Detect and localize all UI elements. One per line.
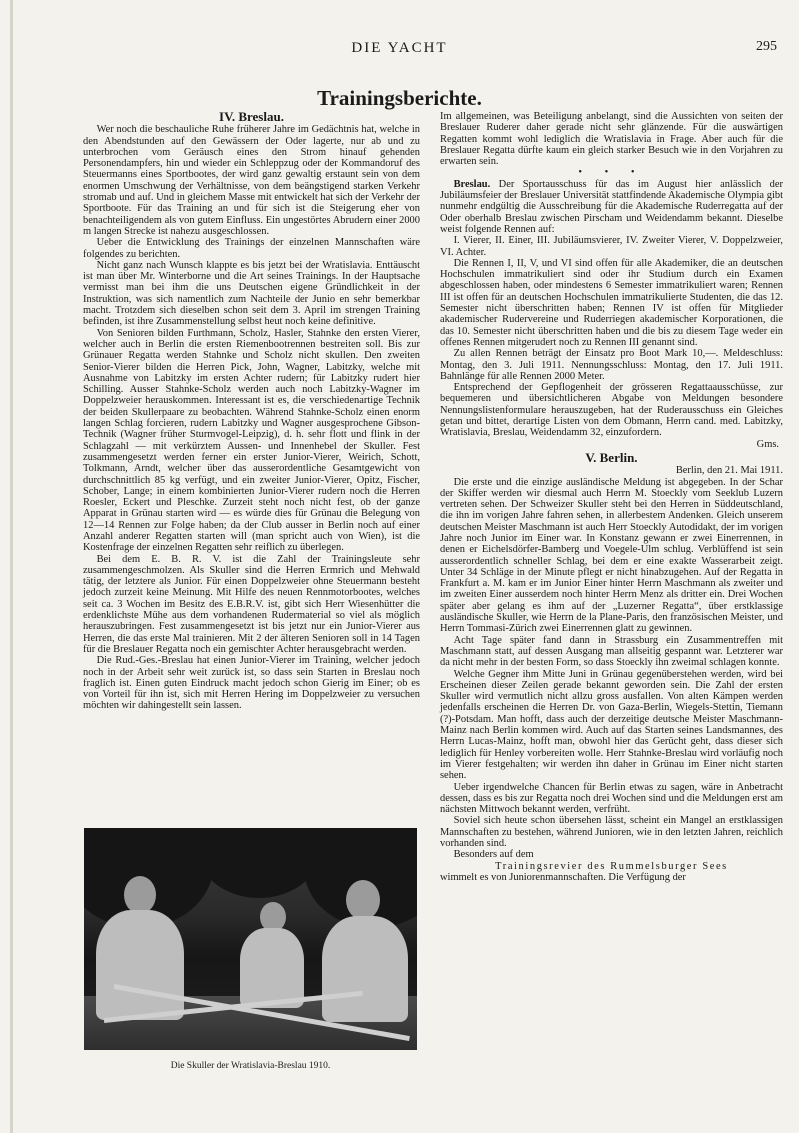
body-paragraph: Besonders auf dem bbox=[453, 849, 534, 861]
article-title: Trainingsberichte. bbox=[317, 86, 482, 110]
notice-lead: Breslau. bbox=[453, 178, 491, 190]
page-number: 295 bbox=[756, 39, 777, 54]
section-heading-berlin: V. Berlin. bbox=[585, 449, 638, 465]
body-paragraph: Acht Tage später fand dann in Strassburg ein Zusammentreffen mit Maschmann statt, auf dessen Ausgang man allseitig gespannt war. Letzterer war da nicht mehr in der besten Form, so dass Stoeckly ihn zweimal schlagen konnte. bbox=[440, 634, 783, 669]
races-list: I. Vierer, II. Einer, III. Jubiläumsvierer, IV. Zweiter Vierer, V. Doppelzweier, VI. Achter. bbox=[440, 235, 783, 258]
body-paragraph: Wer noch die beschauliche Ruhe früherer Jahre im Gedächtnis hat, welche in den Abendstunden auf den Gewässern der Oder lagerte, nur ab und zu unterbrochen vom Geräusch eines den Strom hinauf gehenden Personendampfers, hin und wieder ein Schleppzug oder der Kommandoruf des Steuermanns eines Sportbootes, der wird ganz gewaltig erstaunt sein von dem enormen Umschwung der Verhältnisse, von dem beängstigend starken Verkehr stromab und auf. Und in gleichem Masse mit entwickelt hat sich der Verkehr der Sportboote. Für das Training an und für sich ist die Steigerung eher von benachteiligendem als von gutem Einfluss. Ein ungestörtes Abrudern einer 2000 m langen Strecke ist nahezu ausgeschlossen. bbox=[83, 124, 420, 237]
body-paragraph: Soviel sich heute schon übersehen lässt, scheint ein Mangel an erstklassigen Mannschaften zu bestehen, während Junioren, wie in den letzten Jahren, reichlich vorhanden sind. bbox=[440, 815, 783, 849]
body-paragraph: Die erste und die einzige ausländische Meldung ist abgegeben. In der Schar der Skiffer werden wir diesmal auch Herrn M. Stoeckly vom Seeklub Luzern vertreten sehen. Der Schweizer Skuller steht bei den Herren in Süddeutschland, die ihn im vorigen Jahre fahren sehen, in allerbestem Andenken. Gleich unserem deutschen Meister Maschmann ist auch Herr Stoeckly Autodidakt, der im vorigen Jahre noch Junior im Einer war. In Konstanz gewann er zwei Einerrennen, in denen er Eichelsdörfer-Bamberg und Voegele-Ulm schlug. Verblüffend ist sein ausserordentlich schneller Schlag, bei dem er eine exakte Wasserarbeit zeigt. Unter 34 Schläge in der Minute pflegt er nicht hinabzugehen. Auf der Regatta in Frankfurt a. M. kam er im Junior Einer hinter Herrn Maschmann als zweiter und im zweiten Einer ausserdem noch hinter Herrn Menz als dritter ein. Drei Wochen später aber gelang es ihm auf der „Luzerner Regatta“, über erstklassige ausländische Skuller, wie Herrn de la Plane-Paris, den französischen Meister, und Herrn Tommasi-Zürich zwei Einerrennen glatt zu gewinnen. bbox=[440, 476, 783, 635]
body-paragraph: Welche Gegner ihm Mitte Juni in Grünau gegenüberstehen werden, wird bei Erscheinen dieser Zeilen gerade bekannt geworden sein. Die Zahl der ersten Skuller wird vermutlich nicht allzu gross ausfallen. Von alten Kämpen werden jedenfalls erscheinen die Herren Dr. von Gaza-Berlin, Wiegels-Stettin, Tiemann (?)-Potsdam. Man hofft, dass auch der derzeitige deutsche Meister Maschmann-Mainz nach Berlin kommen wird. Auch auf das Starten seines Landsmannes, des Herrn Lucas-Mainz, hofft man, obwohl hier das Gerücht geht, dass dieser sich lediglich für Henley vorbereiten wolle. Herr Stahnke-Breslau wird vorläufig noch im Vierer festgehalten; wir werden ihn daher in Grünau im Einer nicht starten sehen. bbox=[440, 668, 783, 782]
separator-asterisks: • • • bbox=[578, 167, 645, 179]
section-heading-breslau: IV. Breslau. bbox=[219, 109, 284, 124]
notice-text: Der Sportausschuss für das im August hier anlässlich der Jubiläumsfeier der Breslauer Universität stattfindende Akademische Olympia gibt nunmehr endgültig die Ausschreibung für die Akademische Ruderregatta auf der Oder oberhalb Breslau zwischen Pirscham und Weidendamm bekannt. Dieselbe weist folgende Rennen auf: bbox=[440, 178, 783, 235]
body-paragraph: Entsprechend der Gepflogenheit der grösseren Regattaausschüsse, zur bequemeren und übersichtlicheren Abgabe von Meldungen besondere Nennungslistenformulare herauszugeben, hat der Ruderausschuss ein Gleiches getan und bittet, derartige Listen von dem Obmann, Herrn cand. med. Labitzky, Wratislavia, Breslau, Weidendamm 32, einzufordern. bbox=[440, 382, 783, 439]
body-paragraph: Von Senioren bilden Furthmann, Scholz, Hasler, Stahnke den ersten Vierer, welcher auch in Berlin die ersten Riemenbootrennen bestreiten soll. Bis zur Grünauer Regatta werden Stahnke und Scholz nicht skullen. Den zweiten Senior-Vierer bilden die Herren Pick, John, Wagner, Labitzky, welche mit Ausnahme von Labitzky im ersten Achter rudern; für Labitzky rudert hier Schilling. Ausser Stahnke-Scholz werden auch noch Labitzky-Wagner im Doppelzweier herauskommen. Interessant ist es, die verschiedenartige Technik der beiden Skullerpaare zu beobachten. Während Stahnke-Scholz einen enorm langen Schlag forcieren, rudern Labitzky und Wagner ausgesprochene Gibson-Technik (Wagner früher Sturmvogel-Leipzig), d. h. sehr flott und flink in der Schlagzahl — mit verkürztem Aussen- und Innenhebel der Skuller. Fest zusammengesetzt werden ferner ein erster Junior-Vierer, Weirich, Schott, Tolkmann, Arndt, welcher über das ausserordentliche Gesamtgewicht von durchschnittlich 85 kg verfügt, und ein zweiter Junior-Vierer, Opitz, Fischer, Schober, Lange; in einem kombinierten Junior-Vierer rudern noch die Herren Roesler, Eckert und Pleschke. Zurzeit steht noch nicht fest, ob der ganze Apparat in Grünau starten wird — es würde dies für Grünau die Belegung von 12—14 Rennen zur Folge haben; da der Club ausser in Berlin noch auf einer Anzahl anderer Regatten starten will (man spricht auch von Wien), ist die Kostenfrage der einzelnen Regatten sehr reiflich zu überlegen. bbox=[83, 327, 420, 554]
body-paragraph: Bei dem E. B. R. V. ist die Zahl der Trainingsleute sehr zusammengeschmolzen. Als Skuller sind die Herren Ermrich und Mehwald tätig, der letztere als Junior. Für einen Doppelzweier ohne Steuermann besteht jedoch zurzeit keine Meinung. Mit Hilfe des neuen Rennmotorbootes, welches seit ca. 3 Wochen im Besitz des E.B.R.V. ist, gibt sich Herr Wiesenhütter die erdenklichste Mühe aus dem vorhandenen Rudermaterial so viel als möglich herauszubringen. Fest zusammengesetzt ist bis jetzt nur ein Junior-Vierer aus Herren, die das erste Mal trainieren. Mit 2 der älteren Senioren soll in 14 Tagen für die Breslauer Regatta noch ein gemischter Achter herausgebracht werden. bbox=[83, 553, 420, 655]
right-column bbox=[440, 111, 783, 883]
notice-paragraph bbox=[440, 179, 783, 235]
body-paragraph-continuation: Im allgemeinen, was Beteiligung anbelangt, sind die Aussichten von seiten der Breslauer Ruderer daher gerade nicht sehr glänzende. Für die auswärtigen Regatten kommt wohl lediglich die Wratislavia in Frage. Aber auch für die Breslauer Regatta dürfte kaum ein gleich starker Besuch wie in den Vorjahren zu erwarten sein. bbox=[440, 111, 783, 168]
dateline: Berlin, den 21. Mai 1911. bbox=[675, 465, 783, 477]
page-gutter-shadow bbox=[10, 0, 13, 1133]
rowers-photograph bbox=[84, 828, 417, 1050]
body-paragraph: Ueber irgendwelche Chancen für Berlin etwas zu sagen, wäre in Anbetracht dessen, dass es bis zur Regatta noch drei Wochen sind und die Meldungen erst am nächsten Mittwoch bekannt werden, verfrüht. bbox=[440, 781, 783, 816]
running-title: DIE YACHT bbox=[351, 40, 448, 56]
author-signature: Gms. bbox=[756, 438, 779, 450]
left-column bbox=[83, 111, 420, 712]
photo-caption: Die Skuller der Wratislavia-Breslau 1910. bbox=[170, 1061, 331, 1071]
body-paragraph: Nicht ganz nach Wunsch klappte es bis jetzt bei der Wratislavia. Enttäuscht ist man über Mr. Winterborne und die Art seines Trainings. In der Hauptsache vermisst man bei ihm die uns Deutschen eigene Gründlichkeit in der Instruktion, was sich namentlich zum Nachteile der Junio en sehr bemerkbar macht. Trotzdem sich dieselben schon seit dem 3. April im strengen Training befinden, ist ihre Zusammenstellung selbst heut noch keine definitive. bbox=[83, 259, 420, 328]
body-paragraph: Ueber die Entwicklung des Trainings der einzelnen Mannschaften wäre folgendes zu berichten. bbox=[83, 237, 420, 260]
body-paragraph: Zu allen Rennen beträgt der Einsatz pro Boot Mark 10,—. Meldeschluss: Montag, den 3. Juli 1911. Nennungsschluss: Montag, den 17. Juli 1911. Bahnlänge für alle Rennen 2000 Meter. bbox=[440, 348, 783, 382]
body-paragraph: Die Rennen I, II, V, und VI sind offen für alle Akademiker, die an deutschen Hochschulen immatrikuliert sind oder ihr Studium durch ein Examen abgeschlossen haben, oder mindestens 6 Semester immatrikuliert waren; Rennen III ist offen für an deutschen Hochschulen immatrikulierte Studenten, die das 12. Semester nicht überschritten haben; Rennen IV ist offen für Mitglieder akademischer Rudervereine und Ruderriegen akademischer Korporationen, die das 10. Semester nicht überschritten haben und die bis zu diesem Tage weder ein offenes Rennen mitgerudert noch zu Rennen III genannt sind. bbox=[440, 257, 783, 348]
body-paragraph-continued: Die Rud.-Ges.-Breslau hat einen Junior-Vierer im Training, welcher jedoch noch in der Arbeit sehr weit zurück ist, so dass sein Starten in Breslau noch fraglich ist. Einen guten Eindruck macht jedoch schon Gierig im Einer; ob es von Vorteil für ihn ist, sich mit Herren Hering im Doppelzweier zu versuchen möchten wir dahingestellt sein lassen. bbox=[83, 655, 420, 712]
spaced-subheading: Trainingsrevier des Rummelsburger Sees bbox=[495, 860, 728, 872]
closing-line: wimmelt es von Juniorenmannschaften. Die Verfügung der bbox=[440, 871, 686, 883]
